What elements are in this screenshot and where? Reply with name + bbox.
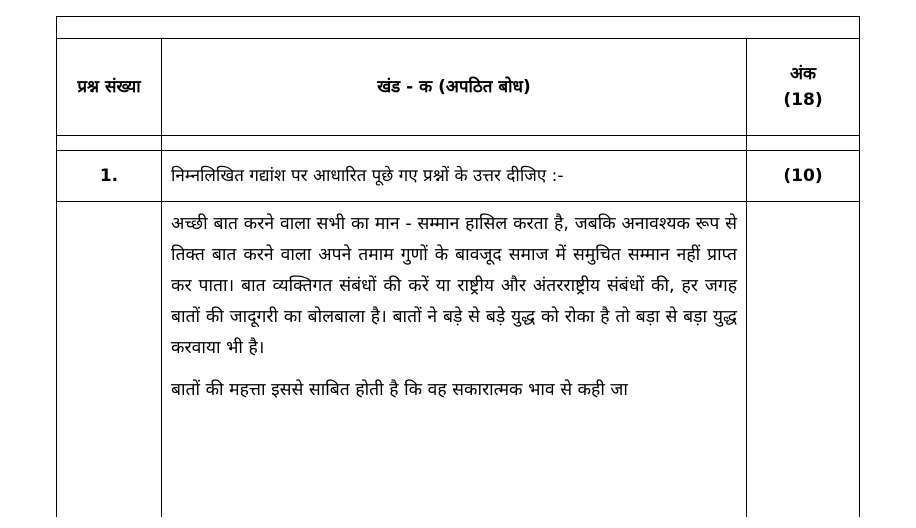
- question-number: 1.: [99, 166, 119, 186]
- header-marks-label: अंक: [789, 64, 817, 84]
- header-marks-total: (18): [783, 90, 823, 110]
- table-rule: [57, 135, 859, 136]
- header-marks: [747, 39, 859, 135]
- table-rule: [57, 201, 859, 202]
- table-rule: [57, 150, 859, 151]
- passage-paragraph: बातों की महत्ता इससे साबित होती है कि वह सकारात्मक भाव से कही जा: [171, 380, 628, 400]
- question-paper-table: [56, 16, 860, 517]
- header-section-title: खंड - क (अपठित बोध): [377, 77, 531, 97]
- header-question-number: प्रश्न संख्या: [77, 77, 141, 97]
- question-instruction: निम्नलिखित गद्यांश पर आधारित पूछे गए प्रश्नों के उत्तर दीजिए :-: [171, 166, 564, 186]
- question-marks: (10): [783, 166, 823, 186]
- passage-paragraph: अच्छी बात करने वाला सभी का मान - सम्मान हासिल करता है, जबकि अनावश्यक रूप से तिक्त बात करने वाला अपने तमाम गुणों के बावजूद समाज में समुचित सम्मान नहीं प्राप्त कर पाता। बात व्यक्तिगत संबंधों की करें या राष्ट्रीय और अंतरराष्ट्रीय संबंधों की, हर जगह बातों की जादूगरी का बोलबाला है। बातों ने बड़े से बड़े युद्ध को रोका है तो बड़ा से बड़ा युद्ध करवाया भी है।: [171, 214, 737, 358]
- unseen-passage: [171, 209, 737, 406]
